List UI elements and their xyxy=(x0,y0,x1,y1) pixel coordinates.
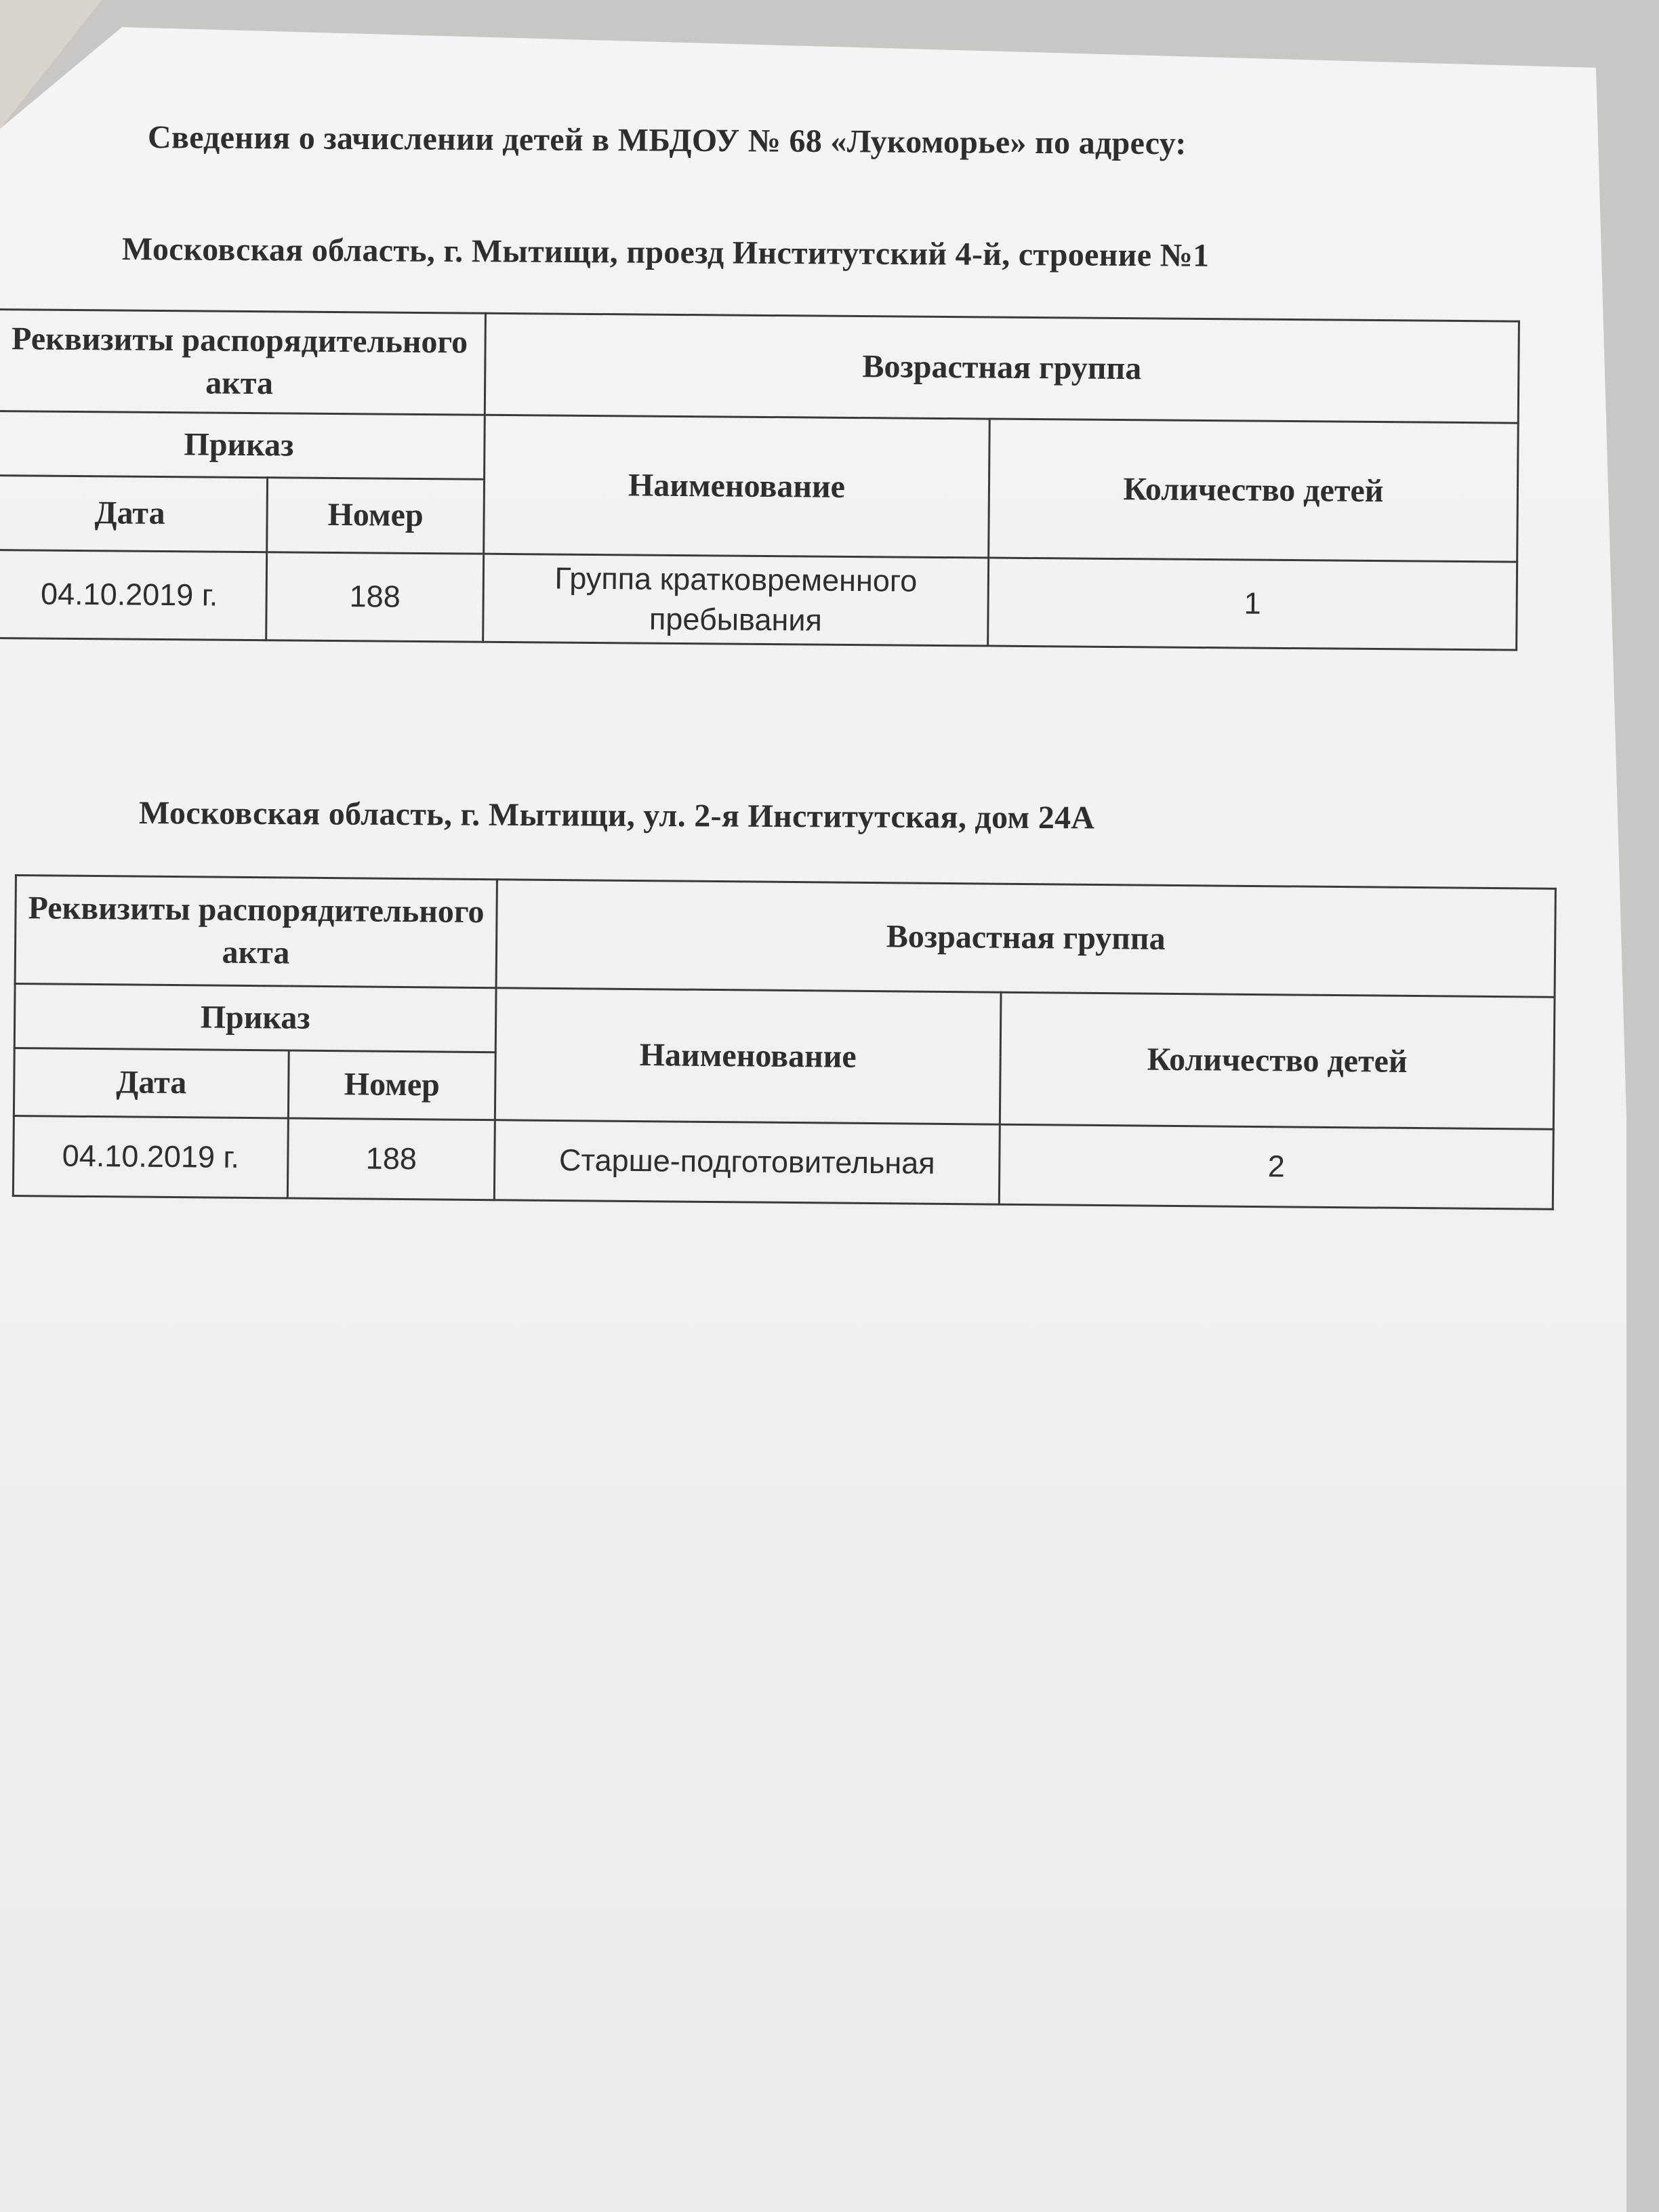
header-age-group: Возрастная группа xyxy=(485,313,1519,423)
cell-children-count: 1 xyxy=(988,558,1517,650)
header-name: Наименование xyxy=(484,415,990,558)
cell-group-name: Старше-подготовительная xyxy=(494,1120,1000,1204)
enrollment-table-1 xyxy=(0,308,1520,651)
header-order: Приказ xyxy=(14,984,496,1052)
cell-number: 188 xyxy=(266,552,484,642)
header-date: Дата xyxy=(0,476,268,552)
header-requisites: Реквизиты распорядительного акта xyxy=(15,876,497,988)
cell-number: 188 xyxy=(287,1118,495,1200)
cell-date: 04.10.2019 г. xyxy=(0,550,267,640)
header-date: Дата xyxy=(14,1048,289,1119)
header-order: Приказ xyxy=(0,411,485,480)
header-children-count: Количество детей xyxy=(1000,992,1555,1129)
header-requisites: Реквизиты распорядительного акта xyxy=(0,310,485,415)
cell-group-name: Группа кратковременного пребывания xyxy=(483,554,989,646)
header-name: Наименование xyxy=(495,988,1001,1124)
header-number: Номер xyxy=(267,478,485,554)
section-2-address: Московская область, г. Мытищи, ул. 2-я Институтская, дом 24А xyxy=(138,795,1095,836)
header-number: Номер xyxy=(288,1050,495,1120)
enrollment-table-2 xyxy=(12,874,1557,1210)
header-age-group: Возрастная группа xyxy=(496,880,1555,998)
cell-children-count: 2 xyxy=(999,1124,1553,1209)
cell-date: 04.10.2019 г. xyxy=(13,1115,288,1198)
header-children-count: Количество детей xyxy=(989,419,1519,562)
document-title: Сведения о зачислении детей в МБДОУ № 68 «Лукоморье» по адресу: xyxy=(147,119,1187,162)
section-1-address: Московская область, г. Мытищи, проезд Институтский 4-й, строение №1 xyxy=(121,231,1210,274)
